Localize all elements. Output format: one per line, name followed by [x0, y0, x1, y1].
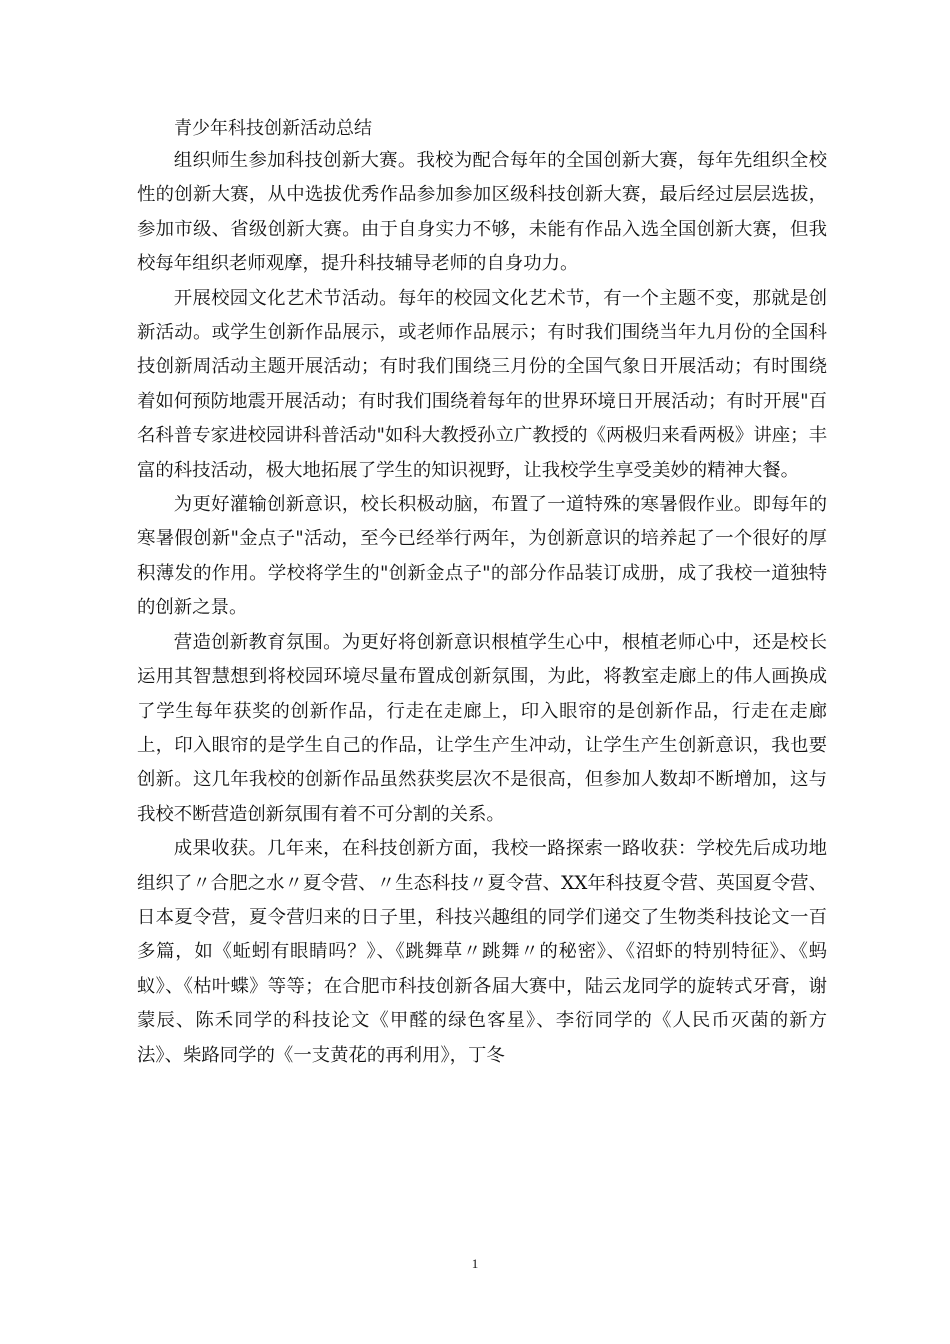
document-title: 青少年科技创新活动总结: [174, 118, 372, 139]
paragraph-achievements: 成果收获。几年来，在科技创新方面，我校一路探索一路收获：学校先后成功地组织了〃合肥之水〃夏令营、〃生态科技〃夏令营、XX年科技夏令营、英国夏令营、日本夏令营，夏令营归来的日子里，科技兴趣组的同学们递交了生物类科技论文一百多篇，如《蚯蚓有眼睛吗？》、《跳舞草〃跳舞〃的秘密》、《沼虾的特别特征》、《蚂蚁》、《枯叶蝶》等等；在合肥市科技创新各届大赛中，陆云龙同学的旋转式牙膏，谢蒙辰、陈禾同学的科技论文《甲醛的绿色客星》、李衍同学的《人民币灭菌的新方法》、柴路同学的《一支黄花的再利用》，丁冬: [137, 838, 827, 1066]
paragraph-innovation-atmosphere: 营造创新教育氛围。为更好将创新意识根植学生心中，根植老师心中，还是校长运用其智慧想到将校园环境尽量布置成创新氛围，为此，将教室走廊上的伟人画换成了学生每年获奖的创新作品，行走在走廊上，印入眼帘的是创新作品，行走在走廊上，印入眼帘的是学生自己的作品，让学生产生冲动，让学生产生创新意识，我也要创新。这几年我校的创新作品虽然获奖层次不是很高，但参加人数却不断增加，这与我校不断营造创新氛围有着不可分割的关系。: [137, 631, 827, 825]
page-number: 1: [471, 1256, 479, 1271]
paragraph-arts-festival: 开展校园文化艺术节活动。每年的校园文化艺术节，有一个主题不变，那就是创新活动。或学生创新作品展示，或老师作品展示；有时我们围绕当年九月份的全国科技创新周活动主题开展活动；有时我们围绕三月份的全国气象日开展活动；有时围绕着如何预防地震开展活动；有时我们围绕着每年的世界环境日开展活动；有时开展"百名科普专家进校园讲科普活动"如科大教授孙立广教授的《两极归来看两极》讲座；丰富的科技活动，极大地拓展了学生的知识视野，让我校学生享受美妙的精神大餐。: [137, 287, 827, 481]
document-body: [137, 144, 827, 1073]
paragraph-holiday-homework: 为更好灌输创新意识，校长积极动脑，布置了一道特殊的寒暑假作业。即每年的寒暑假创新"金点子"活动，至今已经举行两年，为创新意识的培养起了一个很好的厚积薄发的作用。学校将学生的"创新金点子"的部分作品装订成册，成了我校一道独特的创新之景。: [137, 494, 827, 619]
paragraph-science-competition: 组织师生参加科技创新大赛。我校为配合每年的全国创新大赛，每年先组织全校性的创新大赛，从中选拔优秀作品参加参加区级科技创新大赛，最后经过层层选拔，参加市级、省级创新大赛。由于自身实力不够，未能有作品入选全国创新大赛，但我校每年组织老师观摩，提升科技辅导老师的自身功力。: [137, 150, 827, 275]
